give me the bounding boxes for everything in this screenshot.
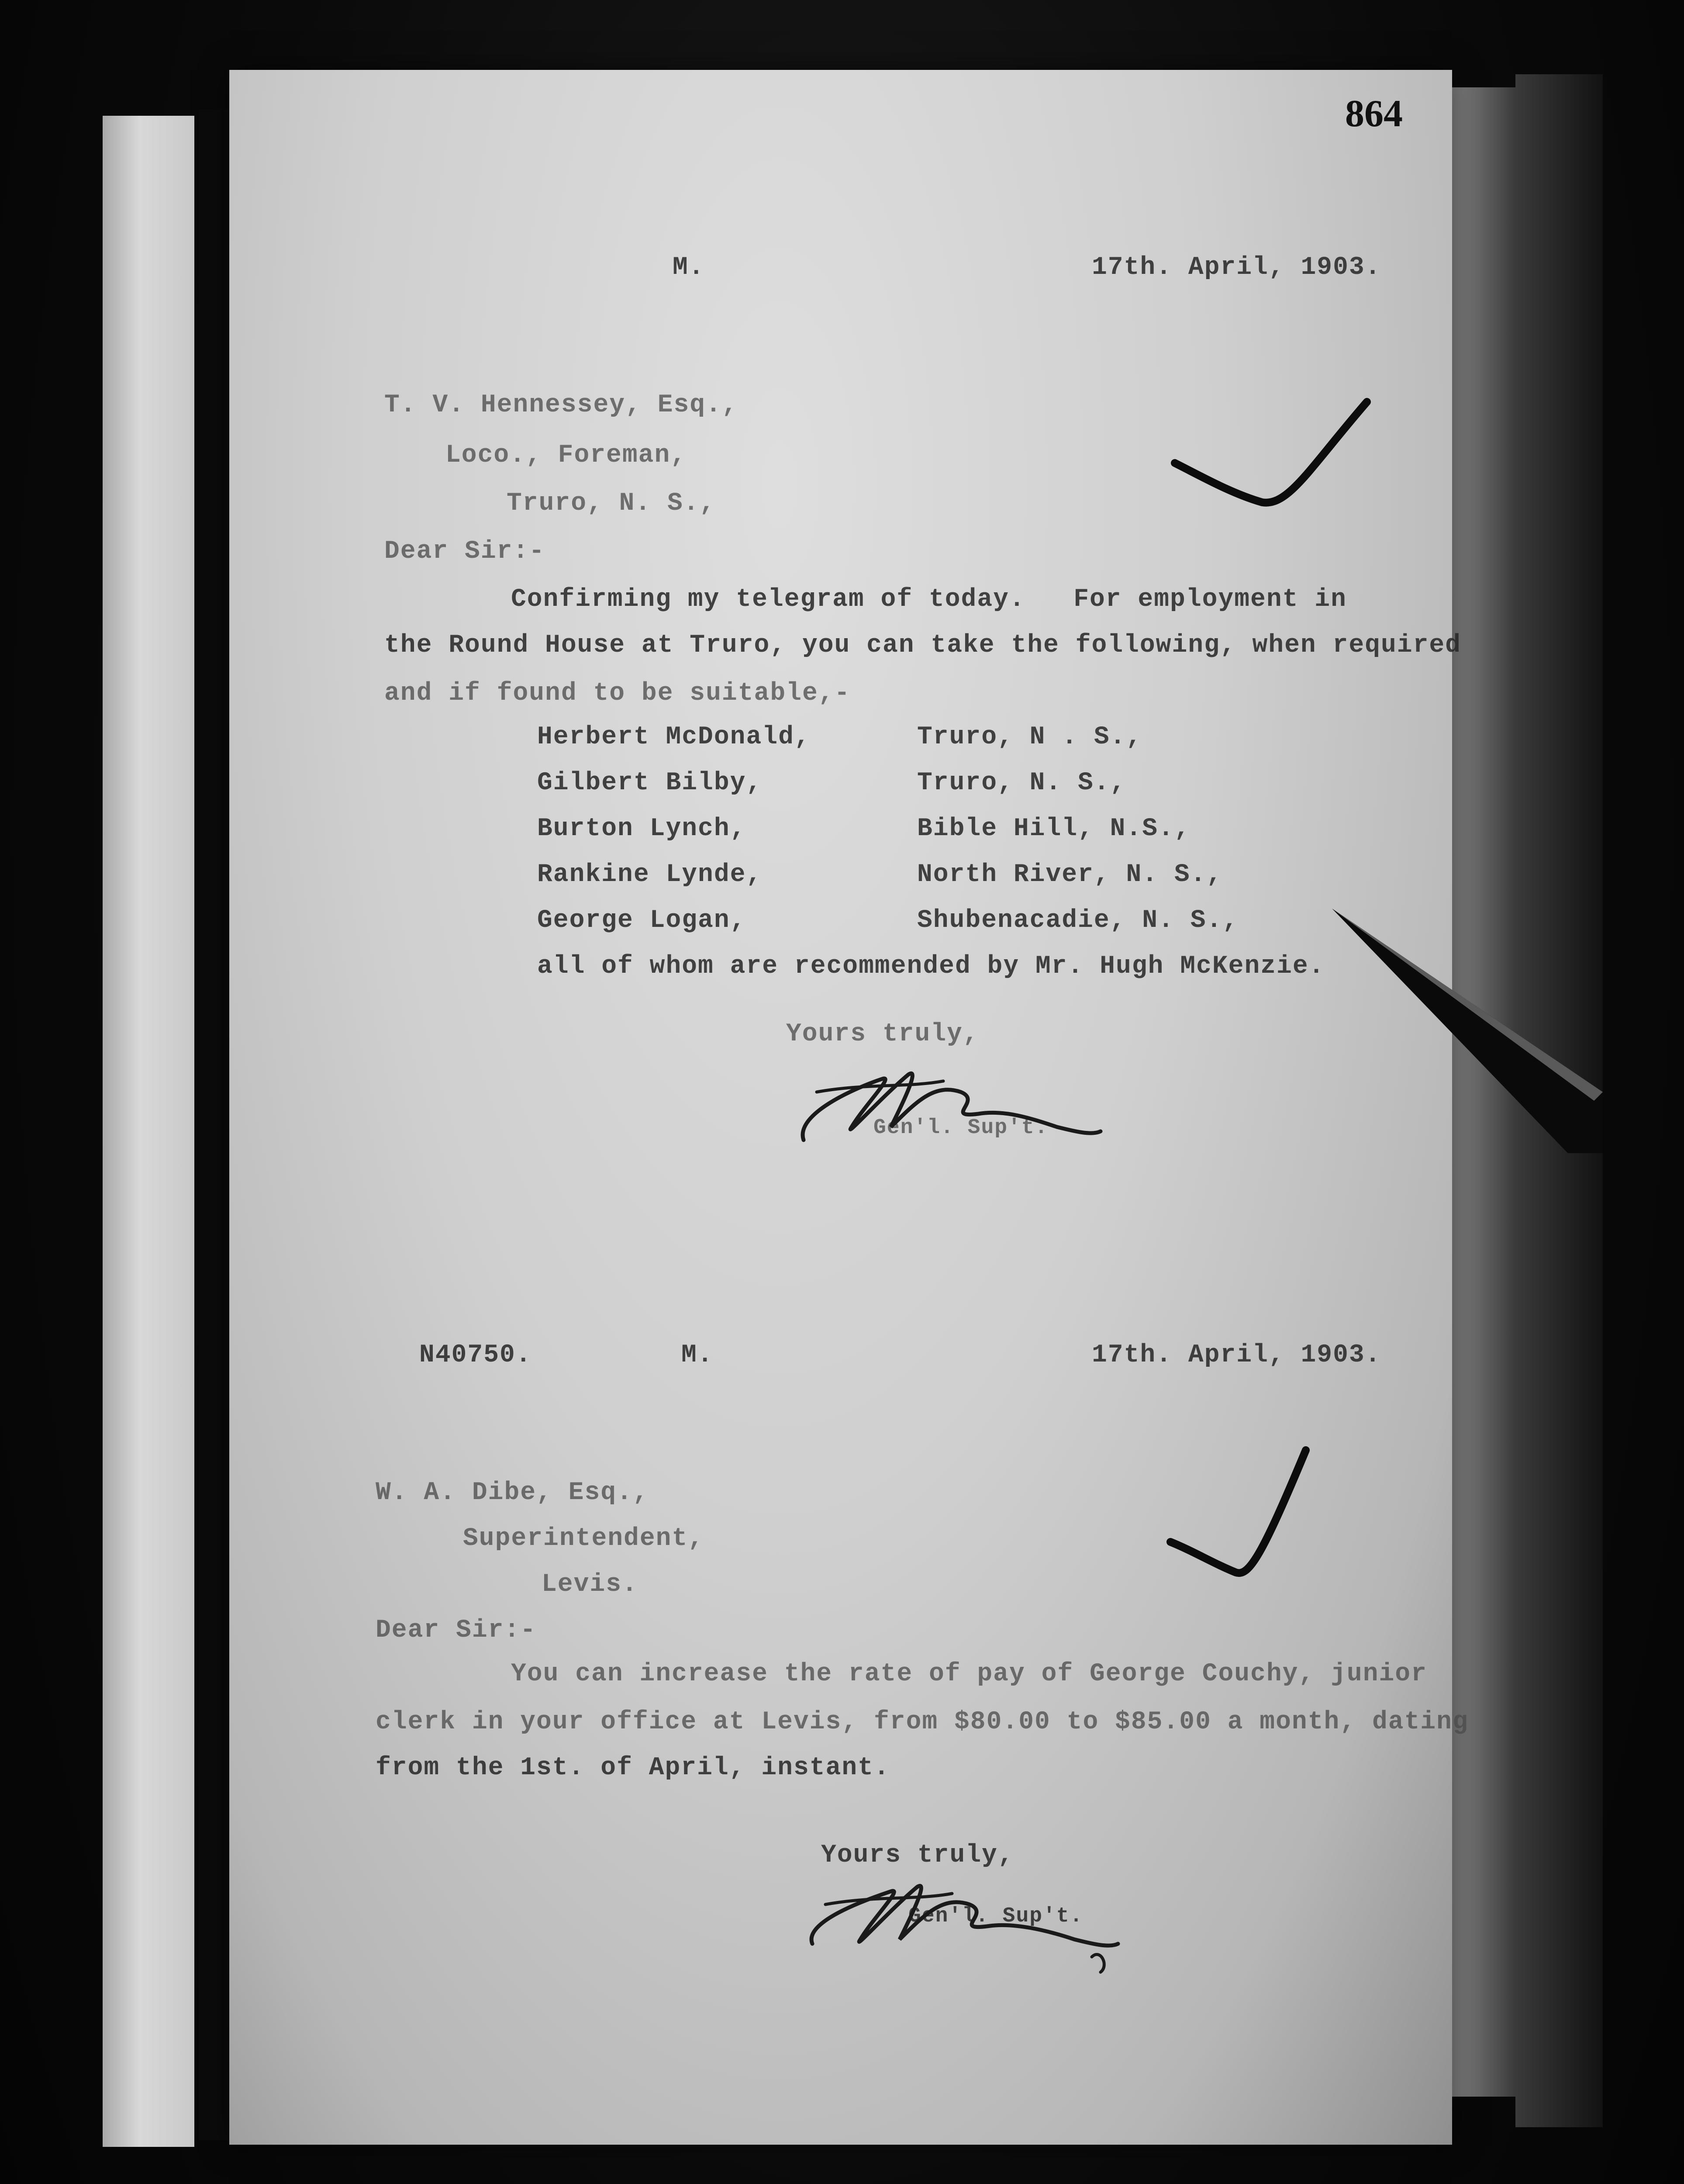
binding-gap	[199, 109, 229, 2140]
salutation: Dear Sir:-	[376, 1616, 537, 1645]
body-line: clerk in your office at Levis, from $80.00 to $85.00 a month, dating	[376, 1708, 1469, 1736]
signature	[786, 1856, 1127, 1979]
body-line: Confirming my telegram of today. For employment in	[511, 585, 1347, 614]
checkmark-icon	[1162, 1441, 1319, 1590]
salutation: Dear Sir:-	[384, 537, 545, 566]
recommended-name: Rankine Lynde,	[537, 860, 763, 889]
letter-code: M.	[681, 1341, 714, 1369]
letter-date: 17th. April, 1903.	[1092, 1341, 1381, 1369]
file-number: N40750.	[419, 1341, 532, 1369]
checkmark-icon	[1166, 393, 1376, 515]
letter-code: M.	[673, 253, 705, 282]
body-line: and if found to be suitable,-	[384, 679, 851, 708]
addressee-line: Loco., Foreman,	[445, 441, 687, 470]
signer-title: Gen'l. Sup't.	[908, 1904, 1084, 1928]
addressee-line: Truro, N. S.,	[507, 489, 716, 518]
recommended-place: Bible Hill, N.S.,	[917, 815, 1191, 843]
body-line: the Round House at Truro, you can take the following, when required	[384, 631, 1461, 660]
addressee-line: W. A. Dibe, Esq.,	[376, 1479, 649, 1507]
valediction: Yours truly,	[786, 1020, 979, 1048]
body-line: You can increase the rate of pay of George Couchy, junior	[511, 1660, 1427, 1688]
valediction: Yours truly,	[821, 1841, 1014, 1870]
recommended-name: Gilbert Bilby,	[537, 769, 763, 797]
recommended-name: Burton Lynch,	[537, 815, 746, 843]
addressee-line: Superintendent,	[463, 1524, 704, 1553]
closing-line: all of whom are recommended by Mr. Hugh McKenzie.	[537, 952, 1325, 981]
recommended-name: George Logan,	[537, 906, 746, 935]
recommended-place: Shubenacadie, N. S.,	[917, 906, 1239, 935]
letter-date: 17th. April, 1903.	[1092, 253, 1381, 282]
previous-page-edge	[103, 116, 194, 2147]
signer-title: Gen'l. Sup't.	[873, 1116, 1049, 1140]
addressee-line: Levis.	[542, 1570, 638, 1599]
signature	[777, 1040, 1109, 1153]
body-line: from the 1st. of April, instant.	[376, 1754, 890, 1782]
recommended-place: Truro, N . S.,	[917, 723, 1142, 751]
pen-pointer	[1332, 909, 1603, 1153]
recommended-place: North River, N. S.,	[917, 860, 1223, 889]
recommended-name: Herbert McDonald,	[537, 723, 811, 751]
recommended-place: Truro, N. S.,	[917, 769, 1126, 797]
page-number: 864	[1345, 93, 1403, 135]
addressee-line: T. V. Hennessey, Esq.,	[384, 391, 738, 419]
